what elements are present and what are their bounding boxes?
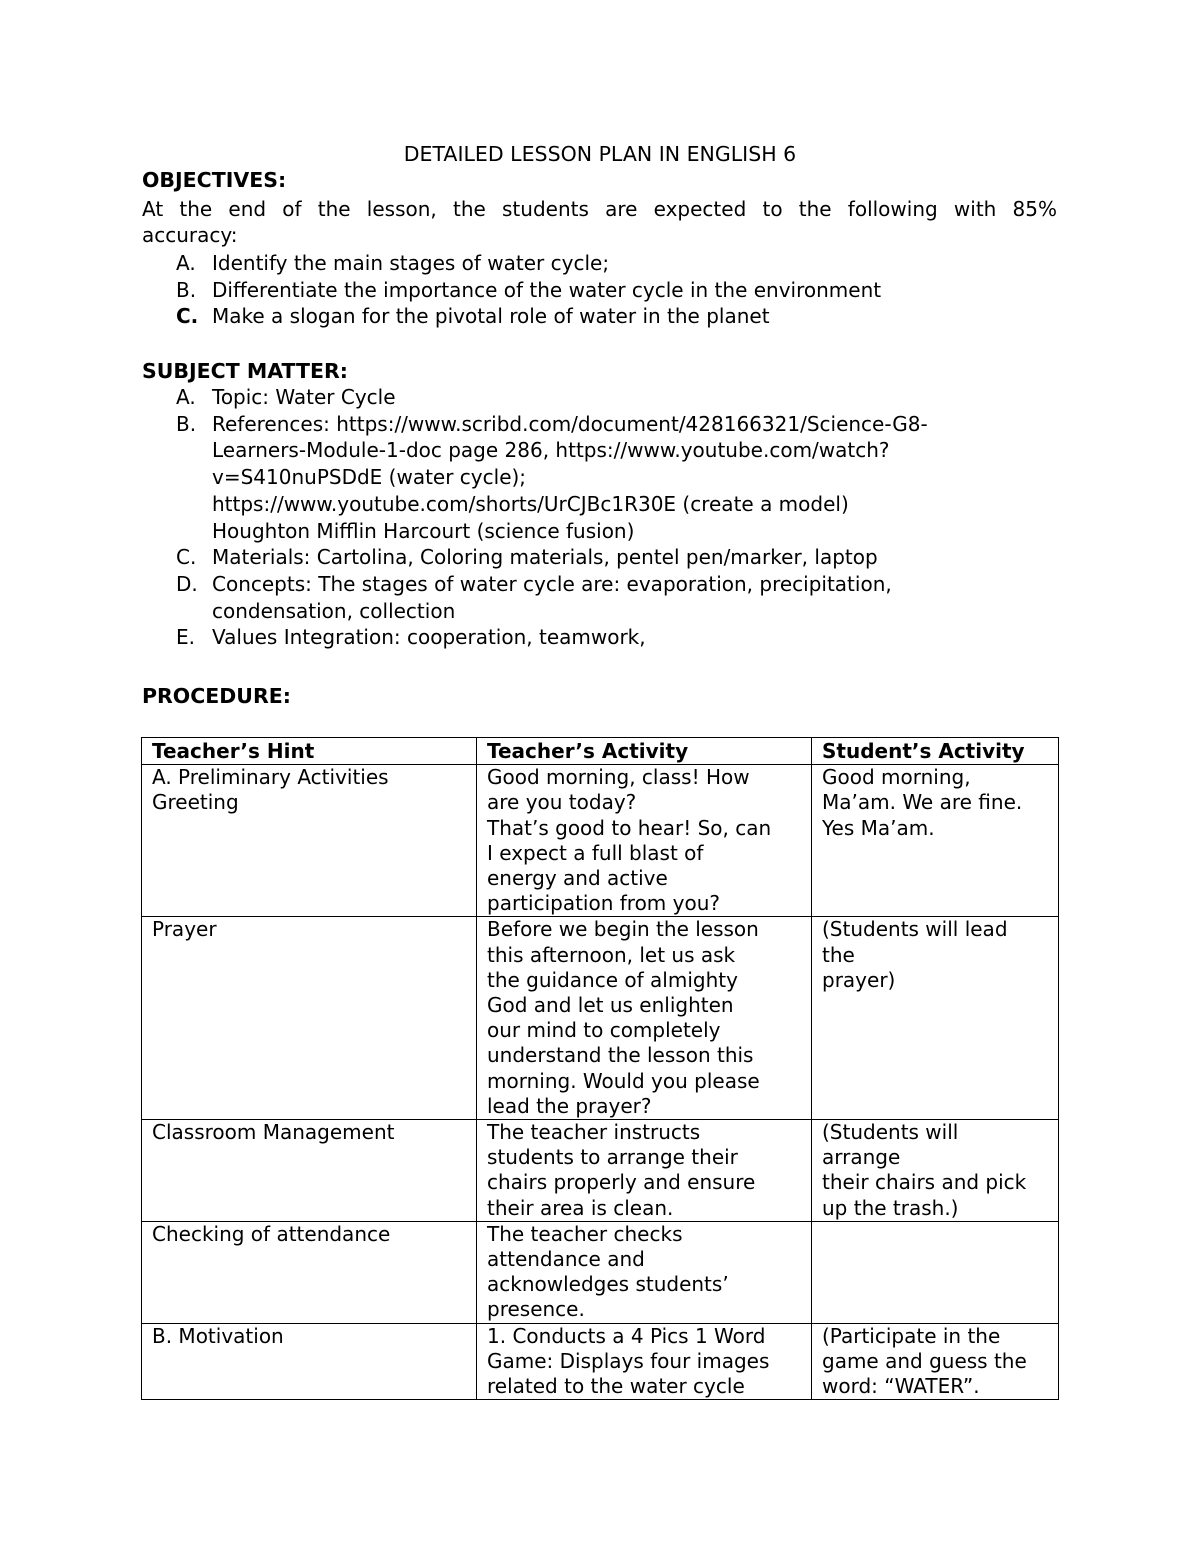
procedure-table xyxy=(141,737,1059,1400)
cell-line: That’s good to hear! So, can xyxy=(487,815,772,840)
table-row xyxy=(142,1323,1059,1400)
materials-item xyxy=(142,544,1057,571)
student-activity-cell xyxy=(812,1221,1059,1323)
cell-line: their area is clean. xyxy=(487,1195,674,1220)
cell-line: energy and active xyxy=(487,866,668,891)
objective-text: Make a slogan for the pivotal role of water in the planet xyxy=(212,304,770,329)
cell-line: Ma’am. We are fine. xyxy=(822,790,1023,815)
cell-line: acknowledges students’ xyxy=(487,1272,729,1297)
references-line: Houghton Mifflin Harcourt (science fusion) xyxy=(212,518,635,543)
procedure-heading: PROCEDURE: xyxy=(142,684,291,708)
table-row xyxy=(142,1120,1059,1222)
cell-line: Greeting xyxy=(152,790,239,815)
cell-line: lead the prayer? xyxy=(487,1093,652,1118)
student-activity-cell xyxy=(812,1120,1059,1222)
cell-line: The teacher instructs xyxy=(487,1120,701,1145)
hint-cell xyxy=(142,917,477,1120)
references-line: Learners-Module-1-doc page 286, https://www.youtube.com/watch? xyxy=(212,438,890,463)
objectives-list xyxy=(142,250,1057,330)
concepts-line: Concepts: The stages of water cycle are: evaporation, precipitation, xyxy=(212,571,892,596)
values-marker: E. xyxy=(176,625,195,650)
cell-line: Yes Ma’am. xyxy=(822,815,935,840)
concepts-line: condensation, collection xyxy=(212,598,456,623)
teacher-activity-cell xyxy=(477,1323,812,1400)
cell-line: understand the lesson this xyxy=(487,1043,754,1068)
cell-line: participation from you? xyxy=(487,891,721,916)
hint-cell xyxy=(142,1120,477,1222)
objective-item xyxy=(142,250,1057,277)
objective-text: Differentiate the importance of the water cycle in the environment xyxy=(212,277,882,302)
cell-line: game and guess the xyxy=(822,1348,1027,1373)
concepts-marker: D. xyxy=(176,571,198,596)
table-row xyxy=(142,917,1059,1120)
objective-marker: A. xyxy=(176,251,196,275)
cell-line: arrange xyxy=(822,1145,901,1170)
column-header-teachers-hint: Teacher’s Hint xyxy=(142,738,477,765)
objective-marker: B. xyxy=(176,277,197,302)
concepts-item xyxy=(142,571,1057,624)
subject-matter-list xyxy=(142,384,1057,651)
cell-line: our mind to completely xyxy=(487,1018,721,1043)
cell-line: (Students will lead xyxy=(822,917,1008,942)
references-line: v=S410nuPSDdE (water cycle); xyxy=(212,465,527,490)
cell-line: their chairs and pick xyxy=(822,1170,1027,1195)
materials-marker: C. xyxy=(176,545,197,570)
topic-text: Topic: Water Cycle xyxy=(212,385,396,409)
student-activity-cell xyxy=(812,917,1059,1120)
teacher-activity-cell xyxy=(477,917,812,1120)
topic-marker: A. xyxy=(176,385,196,409)
procedure-header-row xyxy=(142,738,1059,765)
teacher-activity-cell xyxy=(477,765,812,917)
objectives-heading: OBJECTIVES: xyxy=(142,168,287,192)
teacher-activity-cell xyxy=(477,1221,812,1323)
column-header-students-activity: Student’s Activity xyxy=(812,738,1059,765)
objective-item xyxy=(142,277,1057,304)
cell-line: presence. xyxy=(487,1297,585,1322)
cell-line: chairs properly and ensure xyxy=(487,1170,756,1195)
objectives-intro-line-2: accuracy: xyxy=(142,223,238,247)
cell-line: Classroom Management xyxy=(152,1120,395,1145)
cell-line: Checking of attendance xyxy=(152,1221,391,1246)
cell-line: the xyxy=(822,942,855,967)
cell-line: prayer) xyxy=(822,967,896,992)
materials-text: Materials: Cartolina, Coloring materials, pentel pen/marker, laptop xyxy=(212,545,878,570)
cell-line: the guidance of almighty xyxy=(487,967,738,992)
table-row xyxy=(142,765,1059,917)
document-title: DETAILED LESSON PLAN IN ENGLISH 6 xyxy=(403,142,797,166)
objectives-intro-line-1: At the end of the lesson, the students are expected to the following with 85% xyxy=(142,197,1057,221)
cell-line: Prayer xyxy=(152,917,217,942)
objective-item xyxy=(142,303,1057,330)
objective-marker: C. xyxy=(176,304,199,329)
cell-line: Good morning, class! How xyxy=(487,765,750,790)
cell-line: morning. Would you please xyxy=(487,1068,760,1093)
column-header-teachers-activity: Teacher’s Activity xyxy=(477,738,812,765)
cell-line: The teacher checks xyxy=(487,1221,683,1246)
teacher-activity-cell xyxy=(477,1120,812,1222)
hint-cell xyxy=(142,765,477,917)
cell-line: 1. Conducts a 4 Pics 1 Word xyxy=(487,1323,766,1348)
topic-item xyxy=(142,384,1057,411)
values-item xyxy=(142,624,1057,651)
table-row xyxy=(142,1221,1059,1323)
procedure-table-body xyxy=(142,765,1059,1400)
references-item xyxy=(142,411,1057,545)
cell-line: students to arrange their xyxy=(487,1145,738,1170)
cell-line: God and let us enlighten xyxy=(487,993,734,1018)
references-marker: B. xyxy=(176,411,197,436)
cell-line: Before we begin the lesson xyxy=(487,917,759,942)
cell-line: this afternoon, let us ask xyxy=(487,942,736,967)
cell-line: (Students will xyxy=(822,1120,959,1145)
cell-line: word: “WATER”. xyxy=(822,1374,980,1399)
cell-line: A. Preliminary Activities xyxy=(152,765,389,790)
cell-line: Game: Displays four images xyxy=(487,1348,770,1373)
objective-text: Identify the main stages of water cycle; xyxy=(212,251,610,275)
cell-line: up the trash.) xyxy=(822,1195,959,1220)
cell-line: Good morning, xyxy=(822,765,971,790)
cell-line: I expect a full blast of xyxy=(487,840,704,865)
cell-line: B. Motivation xyxy=(152,1323,284,1348)
subject-matter-heading: SUBJECT MATTER: xyxy=(142,359,348,383)
values-text: Values Integration: cooperation, teamwork, xyxy=(212,625,646,650)
cell-line: attendance and xyxy=(487,1247,645,1272)
hint-cell xyxy=(142,1323,477,1400)
references-line: References: https://www.scribd.com/document/428166321/Science-G8- xyxy=(212,411,928,436)
references-line: https://www.youtube.com/shorts/UrCJBc1R30E (create a model) xyxy=(212,491,849,516)
student-activity-cell xyxy=(812,1323,1059,1400)
cell-line: (Participate in the xyxy=(822,1323,1001,1348)
cell-line: related to the water cycle xyxy=(487,1374,745,1399)
cell-line: are you today? xyxy=(487,790,637,815)
student-activity-cell xyxy=(812,765,1059,917)
hint-cell xyxy=(142,1221,477,1323)
